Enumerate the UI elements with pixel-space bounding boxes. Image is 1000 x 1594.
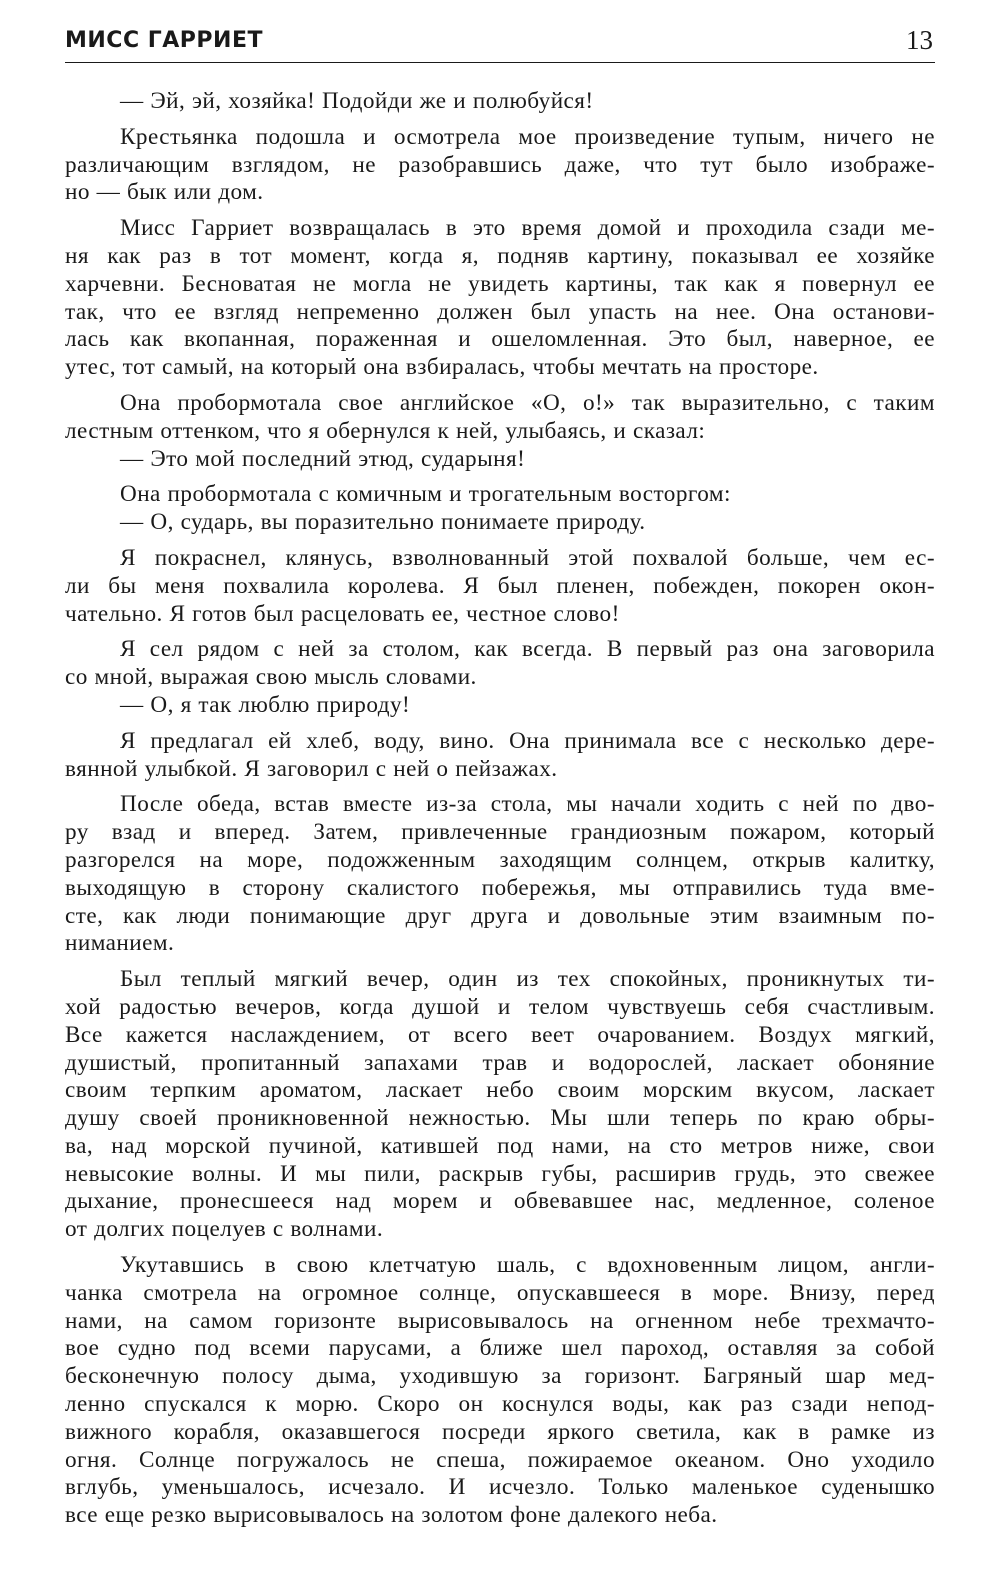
paragraph [65, 390, 935, 446]
text-line: — О, сударь, вы поразительно понимаете природу. [120, 509, 646, 536]
text-line: Я сел рядом с ней за столом, как всегда. В первый раз она заговорила [120, 636, 935, 663]
text-line: ленно спускался к морю. Скоро он коснулся воды, как раз сзади непод- [65, 1391, 935, 1418]
text-line: ру взад и вперед. Затем, привлеченные грандиозным пожаром, который [65, 819, 935, 846]
text-line: Я предлагал ей хлеб, воду, вино. Она принимала все с несколько дере- [120, 727, 935, 754]
text-line: Крестьянка подошла и осмотрела мое произведение тупым, ничего не [120, 123, 935, 150]
text-line: своим терпким ароматом, ласкает небо своим морским вкусом, ласкает [65, 1077, 935, 1104]
text-line: дыхание, пронесшееся над морем и обвевавшее нас, медленное, соленое [65, 1188, 935, 1215]
text-line: ва, над морской пучиной, катившей под нами, на сто метров ниже, свои [65, 1132, 935, 1159]
text-line: сте, как люди понимающие друг друга и довольные этим взаимным по- [65, 902, 935, 929]
paragraph [65, 215, 935, 382]
paragraph [65, 509, 935, 537]
paragraph [65, 124, 935, 207]
text-line: невысокие волны. И мы пили, раскрыв губы, расширив грудь, это свежее [65, 1160, 935, 1187]
text-line: Все кажется наслаждением, от всего веет очарованием. Воздух мягкий, [65, 1021, 935, 1048]
text-line: огня. Солнце погружалось не спеша, пожираемое океаном. Оно уходило [65, 1446, 935, 1473]
page-header [65, 22, 935, 63]
text-line: Она пробормотала свое английское «О, о!» так выразительно, с таким [120, 389, 935, 416]
text-line: все еще резко вырисовывалось на золотом фоне далекого неба. [65, 1502, 718, 1529]
text-line: После обеда, встав вместе из-за стола, мы начали ходить с ней по дво- [120, 791, 935, 818]
paragraph [65, 966, 935, 1244]
text-line: вое судно под всеми парусами, а ближе шел пароход, оставляя за собой [65, 1335, 935, 1362]
text-line: вянной улыбкой. Я заговорил с ней о пейзажах. [65, 755, 558, 782]
paragraph [65, 545, 935, 628]
running-title: МИСС ГАРРИЕТ [65, 28, 263, 53]
text-line: чанка смотрела на огромное солнце, опускавшееся в море. Внизу, перед [65, 1279, 935, 1306]
page-number: 13 [906, 25, 933, 55]
text-line: но — бык или дом. [65, 179, 264, 206]
paragraph [65, 636, 935, 692]
text-line: чательно. Я готов был расцеловать ее, честное слово! [65, 600, 620, 627]
text-line: со мной, выражая свою мысль словами. [65, 664, 477, 691]
text-line: разгорелся на море, подожженным заходящим солнцем, открыв калитку, [65, 846, 935, 873]
text-line: утес, тот самый, на который она взбиралась, чтобы мечтать на просторе. [65, 354, 819, 381]
text-line: вглубь, уменьшалось, исчезало. И исчезло. Только маленькое суденышко [65, 1474, 935, 1501]
text-line: от долгих поцелуев с волнами. [65, 1216, 384, 1243]
text-line: выходящую в сторону скалистого побережья, мы отправились туда вме- [65, 874, 935, 901]
text-line: лась как вкопанная, пораженная и ошеломленная. Это был, наверное, ее [65, 326, 935, 353]
text-line: харчевни. Бесноватая не могла не увидеть картины, так как я повернул ее [65, 270, 935, 297]
paragraph [65, 88, 935, 116]
text-line: — О, я так люблю природу! [120, 691, 411, 718]
paragraph [65, 481, 935, 509]
text-line: душу своей проникновенной нежностью. Мы шли теперь по краю обры- [65, 1105, 935, 1132]
paragraph [65, 446, 935, 474]
paragraph [65, 692, 935, 720]
paragraph [65, 728, 935, 784]
text-line: нами, на самом горизонте вырисовывалось на огненном небе трехмачто- [65, 1307, 935, 1334]
text-line: Был теплый мягкий вечер, один из тех спокойных, проникнутых ти- [120, 966, 935, 993]
text-line: — Эй, эй, хозяйка! Подойди же и полюбуйся! [120, 88, 594, 114]
text-line: вижного корабля, оказавшегося посреди яркого светила, как в рамке из [65, 1418, 935, 1445]
text-line: ли бы меня похвалила королева. Я был пленен, побежден, покорен окон- [65, 572, 935, 599]
text-line: душистый, пропитанный запахами трав и водорослей, ласкает обоняние [65, 1049, 935, 1076]
text-line: бесконечную полосу дыма, уходившую за горизонт. Багряный шар мед- [65, 1363, 935, 1390]
text-line: лестным оттенком, что я обернулся к ней, улыбаясь, и сказал: [65, 417, 706, 444]
text-line: различающим взглядом, не разобравшись даже, что тут было изображе- [65, 151, 935, 178]
text-line: Она пробормотала с комичным и трогательным восторгом: [120, 481, 731, 508]
text-line: ниманием. [65, 930, 175, 957]
paragraph [65, 1252, 935, 1530]
text-line: так, что ее взгляд непременно должен был упасть на нее. Она останови- [65, 298, 935, 325]
text-line: Я покраснел, клянусь, взволнованный этой похвалой больше, чем ес- [120, 544, 935, 571]
text-line: Мисс Гарриет возвращалась в это время домой и проходила сзади ме- [120, 215, 935, 242]
text-line: ня как раз в тот момент, когда я, подняв картину, показывал ее хозяйке [65, 242, 935, 269]
body-text [65, 88, 935, 1530]
text-line: хой радостью вечеров, когда душой и телом чувствуешь себя счастливым. [65, 993, 935, 1020]
text-line: Укутавшись в свою клетчатую шаль, с вдохновенным лицом, англи- [120, 1252, 935, 1279]
paragraph [65, 791, 935, 958]
text-line: — Это мой последний этюд, сударыня! [120, 445, 526, 472]
